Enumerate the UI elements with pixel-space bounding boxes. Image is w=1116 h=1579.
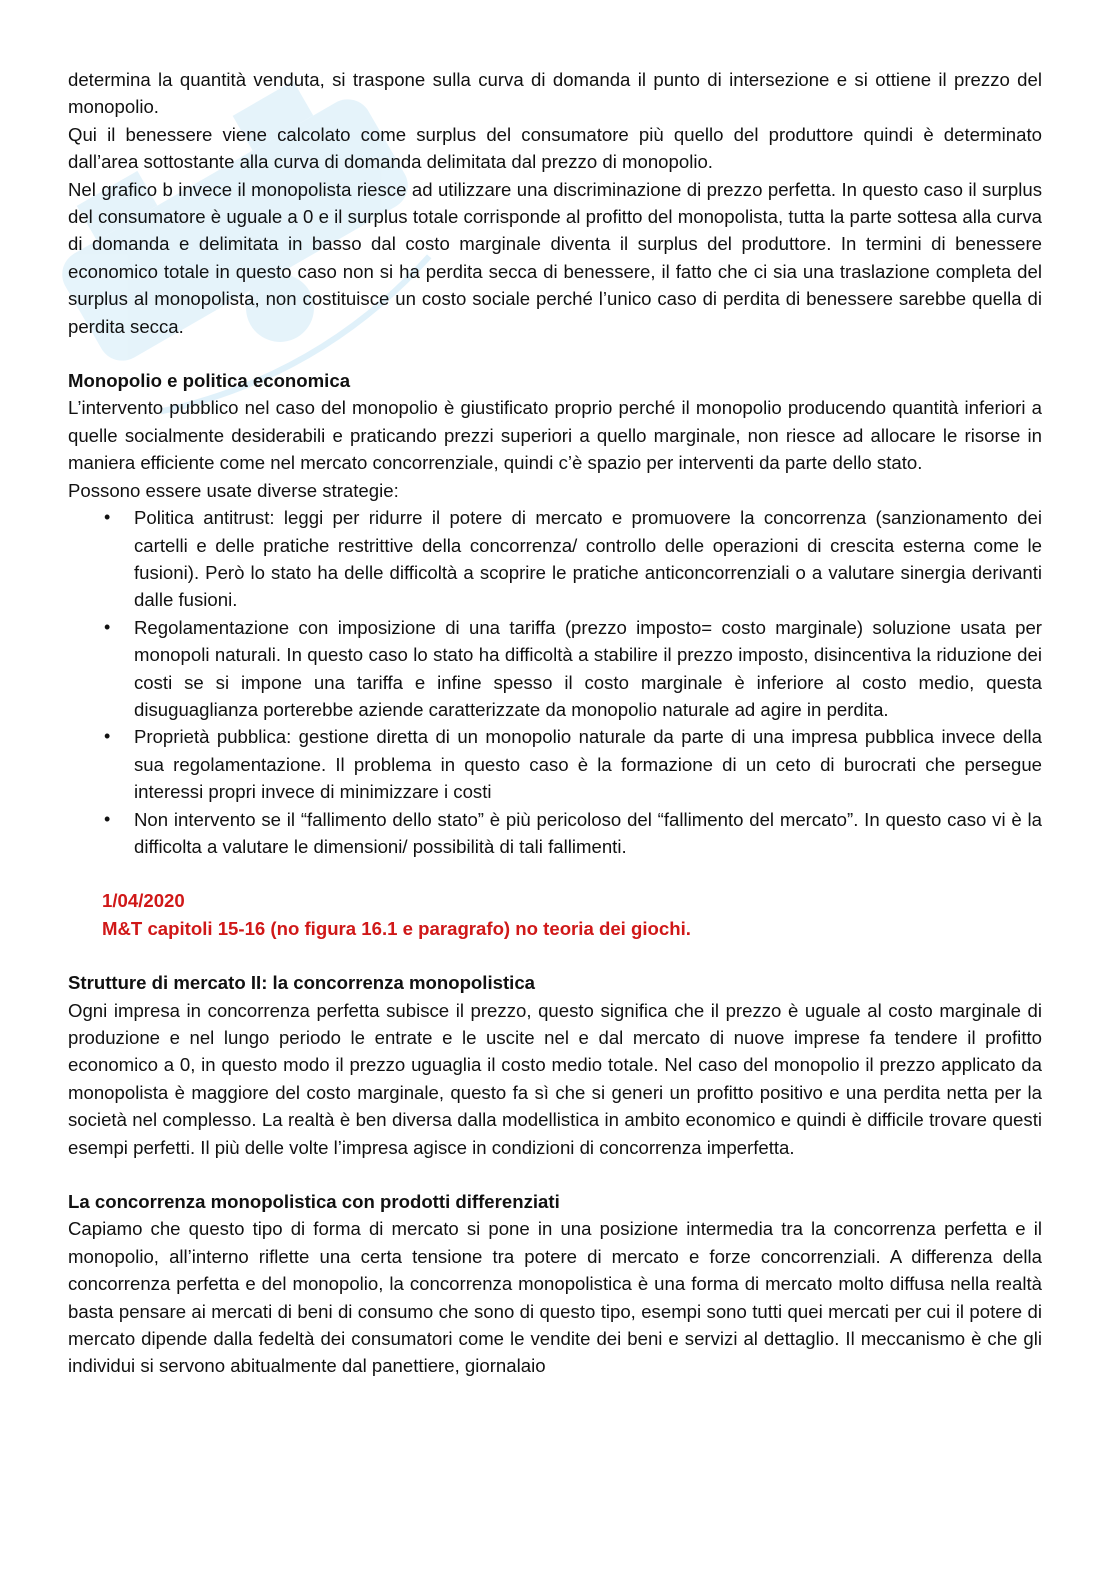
list-item: • Non intervento se il “fallimento dello stato” è più pericoloso del “fallimento del mercato”. In questo caso vi è la difficolta a valutare le dimensioni/ possibilità di tali fallimenti. — [134, 806, 1042, 861]
list-item: • Regolamentazione con imposizione di una tariffa (prezzo imposto= costo marginale) soluzione usata per monopoli naturali. In questo caso lo stato ha difficoltà a stabilire il prezzo imposto, disincentiva la riduzione dei costi se si impone una tariffa e infine spesso il costo marginale è inferiore al costo medio, questa disuguaglianza porterebbe aziende caratterizzate da monopolio naturale ad agire in perdita. — [134, 614, 1042, 724]
bullet-list — [68, 504, 1042, 860]
section-heading: Strutture di mercato II: la concorrenza monopolistica — [68, 972, 535, 994]
paragraph: L’intervento pubblico nel caso del monopolio è giustificato proprio perché il monopolio producendo quantità inferiori a quelle socialmente desiderabili e praticando prezzi superiori a quello marginale, non riesce ad allocare le risorse in maniera efficiente come nel mercato concorrenziale, quindi c’è spazio per interventi da parte dello stato. — [68, 397, 1042, 474]
paragraph: Possono essere usate diverse strategie: — [68, 479, 399, 501]
paragraph: determina la quantità venduta, si traspone sulla curva di domanda il punto di intersezione e si ottiene il prezzo del monopolio. — [68, 69, 1042, 118]
paragraph: Nel grafico b invece il monopolista riesce ad utilizzare una discriminazione di prezzo perfetta. In questo caso il surplus del consumatore è uguale a 0 e il surplus totale corrisponde al profitto del monopolista, tutta la parte sottesa alla curva di domanda e delimitata in basso dal costo marginale diventa il surplus del produttore. In termini di benessere economico totale in questo caso non si ha perdita secca di benessere, il fatto che ci sia una traslazione completa del surplus al monopolista, non costituisce un costo sociale perché l’unico caso di perdita di benessere sarebbe quella di perdita secca. — [68, 178, 1042, 337]
note-date: 1/04/2020 — [102, 890, 185, 912]
section-heading: Monopolio e politica economica — [68, 370, 351, 392]
paragraph: Qui il benessere viene calcolato come surplus del consumatore più quello del produttore quindi è determinato dall’area sottostante alla curva di domanda delimitata dal prezzo di monopolio. — [68, 123, 1042, 173]
paragraph: Ogni impresa in concorrenza perfetta subisce il prezzo, questo significa che il prezzo è uguale al costo marginale di produzione e nel lungo periodo le entrate e le uscite nel e dal mercato di nuove imprese fa tendere il profitto economico a 0, in questo modo il prezzo uguaglia il costo medio totale. Nel caso del monopolio il prezzo applicato da monopolista è maggiore del costo marginale, questo fa sì che si generi un profitto positivo e una perdita netta per la società nel complesso. La realtà è ben diversa dalla modellistica in ambito economico e quindi è difficile trovare questi esempi perfetti. Il più delle volte l’impresa agisce in condizioni di concorrenza imperfetta. — [68, 999, 1042, 1158]
section-heading: La concorrenza monopolistica con prodotti differenziati — [68, 1191, 560, 1213]
list-item: • Politica antitrust: leggi per ridurre il potere di mercato e promuovere la concorrenza (sanzionamento dei cartelli e delle pratiche restrittive della concorrenza/ controllo delle operazioni di crescita esterna come le fusioni). Però lo stato ha delle difficoltà a scoprire le pratiche anticoncorrenziali o a valutare sinergia derivanti dalle fusioni. — [134, 504, 1042, 614]
note-reading-assignment: M&T capitoli 15-16 (no figura 16.1 e paragrafo) no teoria dei giochi. — [102, 917, 691, 939]
paragraph: Capiamo che questo tipo di forma di mercato si pone in una posizione intermedia tra la concorrenza perfetta e il monopolio, all’interno riflette una certa tensione tra potere di mercato e forze concorrenziali. A differenza della concorrenza perfetta e del monopolio, la concorrenza monopolistica è una forma di mercato molto diffusa nella realtà basta pensare ai mercati di beni di consumo che sono di questo tipo, esempi sono tutti quei mercati per cui il potere di mercato dipende dalla fedeltà dei consumatori come le vendite dei beni e servizi al dettaglio. Il meccanismo è che gli individui si servono abitualmente dal panettiere, giornalaio — [68, 1218, 1042, 1377]
document-page — [68, 66, 1042, 1380]
list-item: • Proprietà pubblica: gestione diretta di un monopolio naturale da parte di una impresa pubblica invece della sua regolamentazione. Il problema in questo caso è la formazione di un ceto di burocrati che persegue interessi propri invece di minimizzare i costi — [134, 723, 1042, 805]
